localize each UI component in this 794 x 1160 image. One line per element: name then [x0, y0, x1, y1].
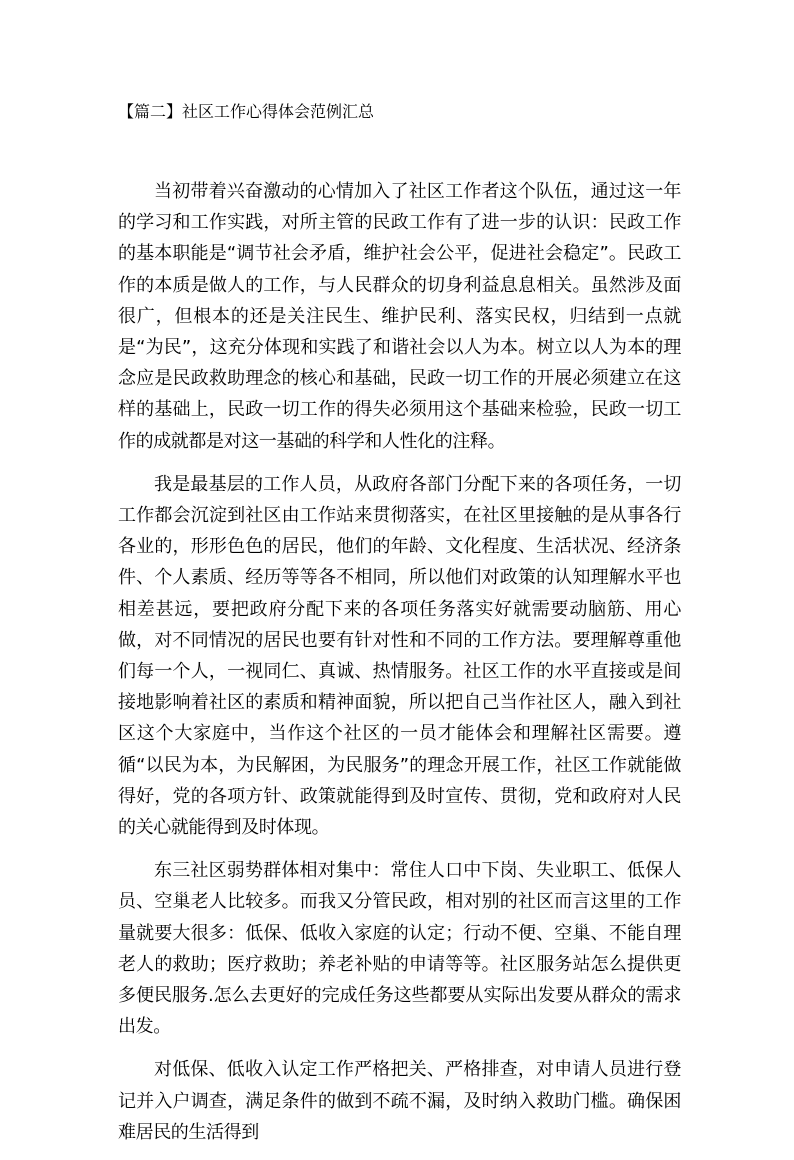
paragraph: 东三社区弱势群体相对集中：常住人口中下岗、失业职工、低保人员、空巢老人比较多。而我又分管民政，相对别的社区而言这里的工作量就要大很多：低保、低收入家庭的认定；行动不便、空巢、不能自理老人的救助；医疗救助；养老补贴的申请等等。社区服务站怎么提供更多便民服务.怎么去更好的完成任务这些都要从实际出发要从群众的需求出发。: [118, 860, 681, 1038]
paragraph: 对低保、低收入认定工作严格把关、严格排查，对申请人员进行登记并入户调查，满足条件的做到不疏不漏，及时纳入救助门槛。确保困难居民的生活得到: [118, 1059, 681, 1143]
document-title: 【篇二】社区工作心得体会范例汇总: [118, 102, 375, 121]
paragraph: 当初带着兴奋激动的心情加入了社区工作者这个队伍，通过这一年的学习和工作实践，对所主管的民政工作有了进一步的认识：民政工作的基本职能是“调节社会矛盾，维护社会公平，促进社会稳定”。民政工作的本质是做人的工作，与人民群众的切身利益息息相关。虽然涉及面很广，但根本的还是关注民生、维护民利、落实民权，归结到一点就是“为民”，这充分体现和实践了和谐社会以人为本。树立以人为本的理念应是民政救助理念的核心和基础，民政一切工作的开展必须建立在这样的基础上，民政一切工作的得失必须用这个基础来检验，民政一切工作的成就都是对这一基础的科学和人性化的注释。: [118, 181, 681, 452]
document-body: [118, 176, 681, 1160]
paragraph: 我是最基层的工作人员，从政府各部门分配下来的各项任务，一切工作都会沉淀到社区由工作站来贯彻落实，在社区里接触的是从事各行各业的，形形色色的居民，他们的年龄、文化程度、生活状况、经济条件、个人素质、经历等等各不相同，所以他们对政策的认知理解水平也相差甚远，要把政府分配下来的各项任务落实好就需要动脑筋、用心做，对不同情况的居民也要有针对性和不同的工作方法。要理解尊重他们每一个人，一视同仁、真诚、热情服务。社区工作的水平直接或是间接地影响着社区的素质和精神面貌，所以把自己当作社区人，融入到社区这个大家庭中，当作这个社区的一员才能体会和理解社区需要。遵循“以民为本，为民解困，为民服务”的理念开展工作，社区工作就能做得好，党的各项方针、政策就能得到及时宣传、贯彻，党和政府对人民的关心就能得到及时体现。: [118, 473, 681, 839]
